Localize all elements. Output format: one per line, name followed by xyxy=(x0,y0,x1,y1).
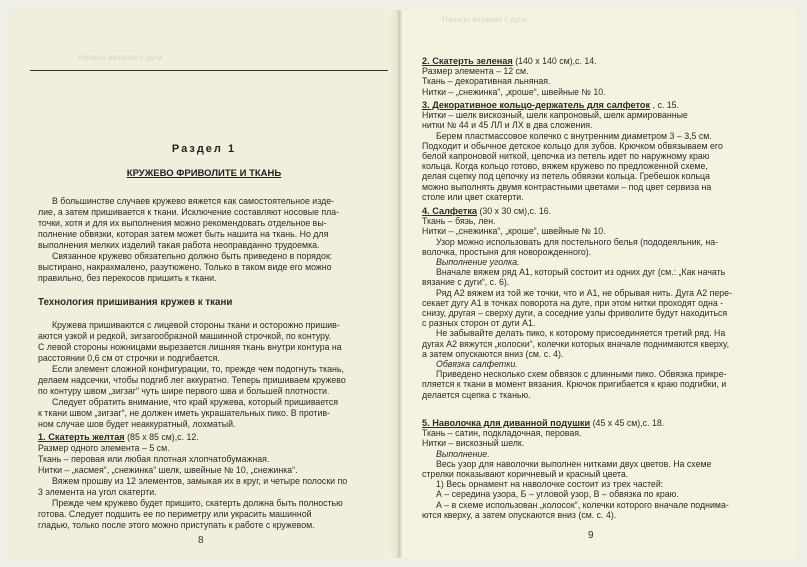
text-line: ются кверху, а затем опускаются вниз (см. с. 4). xyxy=(422,509,617,520)
text-line: С левой стороны ножницами вырезается лишняя ткань внутри контура на xyxy=(38,342,342,352)
text-line: волочка, простыня для новорожденного). xyxy=(422,246,592,257)
text-line: Если элемент сложной конфигурации, то, прежде чем подогнуть ткань, xyxy=(52,364,344,374)
text-line: снизу, другая – сверху дуги, а соседние узлы фриволите будут находиться xyxy=(422,308,728,319)
text-line: Ткань – перовая или любая плотная хлопчатобумажная. xyxy=(38,454,270,464)
text-line: Связанное кружево обязательно должно быть приведено в порядок: xyxy=(52,251,333,261)
section-title: Раздел 1 xyxy=(171,143,237,155)
text-line: к ткани швом „зигзаг“, не должен иметь украшательных пико. В против- xyxy=(38,408,330,418)
item1-block xyxy=(38,432,378,531)
text-line: правильно, без перекосов пришить к ткани. xyxy=(38,273,217,283)
text-line: дугах А2 вяжутся „колоски“, колечки которых вначале поднимаются кверху, xyxy=(422,338,730,349)
text-line: нитки № 44 и 45 ЛЛ и ЛХ в два сложения. xyxy=(422,120,593,131)
text-line: Вначале вяжем ряд А1, который состоит из одних дуг (см.: „Как начать xyxy=(436,267,726,278)
text-line: ном случае шов будет неаккуратный, лохматый. xyxy=(38,419,236,429)
text-line: 3 элемента на угол скатерти. xyxy=(38,487,157,497)
text-line: В большинстве случаев кружево вяжется как самостоятельное изде- xyxy=(52,196,335,206)
right-page xyxy=(402,10,797,558)
left-page xyxy=(8,10,400,558)
text-line: Подходит и обычное детское кольцо для зубов. Крючком обвязываем его xyxy=(422,140,723,151)
text-line: Вяжем прошву из 12 элементов, замыкая их в круг, и четыре полоски по xyxy=(52,476,348,486)
text-line: а затем опускаются вниз (см. с. 4). xyxy=(422,348,564,359)
bleed-through-text: Начало вязания с дуги xyxy=(78,53,163,62)
text-line: расстоянии 0,6 см от строчки и подгибается. xyxy=(38,353,220,363)
text-line: А – середина узора, Б – угловой узор, В – обвязка по краю. xyxy=(436,489,679,500)
text-line: выполнения мелких изделий такая работа неоправданно трудоемка. xyxy=(38,240,320,250)
text-line: Берем пластмассовое колечко с внутренним диаметром 3 – 3,5 см. xyxy=(436,130,712,141)
text-line: Нитки – „снежинка“, „кроше“, швейные № 10. xyxy=(422,226,606,237)
item4-title: 4. Салфетка xyxy=(422,206,478,216)
page-number: 8 xyxy=(198,535,204,546)
item5-title: 5. Наволочка для диванной подушки xyxy=(422,418,591,428)
method-label: Выполнение. xyxy=(436,448,490,459)
text-line: секает дугу А1 в точках поворота на дуге, при этом нитки проходят одна - xyxy=(422,297,724,308)
item1-size: (85 х 85 см),с. 12. xyxy=(127,432,199,442)
text-line: Приведено несколько схем обвязок с длинными пико. Обвязка прикре- xyxy=(436,369,727,380)
intro-paragraph xyxy=(38,196,378,284)
item1-title: 1. Скатерть желтая xyxy=(38,432,125,442)
page-number: 9 xyxy=(588,530,594,541)
text-line: Нитки – „снежинка“, „кроше“, швейные № 10. xyxy=(422,86,606,97)
header-rule xyxy=(30,70,388,71)
text-line: столе или цвет скатерти. xyxy=(422,191,524,202)
chapter-title: КРУЖЕВО ФРИВОЛИТЕ И ТКАНЬ xyxy=(126,168,282,179)
text-line: 1) Весь орнамент на наволочке состоит из трех частей: xyxy=(436,479,664,490)
item5-block xyxy=(422,418,784,520)
item3-title: 3. Декоративное кольцо-держатель для салфеток xyxy=(422,100,651,110)
text-line: вязание с дуги“, с. 6). xyxy=(422,277,510,288)
text-line: Ткань – бязь, лен. xyxy=(422,216,496,227)
text-line: Размер одного элемента – 5 см. xyxy=(38,443,170,453)
text-line: Прежде чем кружево будет пришито, скатерть должна быть полностью xyxy=(52,498,343,508)
text-line: Нитки – вискозный шелк. xyxy=(422,438,525,449)
text-line: готова. Следует подшить ее по периметру или украсить машинной xyxy=(38,509,312,519)
text-line: выстирано, накрахмалено, разутюжено. Только в таком виде его можно xyxy=(38,262,332,272)
text-line: делая сцепку под цепочку из петель обвязки кольца. Гребешок кольца xyxy=(422,171,710,182)
text-line: гладью, только после этого можно приступать к работе с кружевом. xyxy=(38,520,315,530)
text-line: по контуру швом „зигзаг“ чуть шире первого шва и большей плотности. xyxy=(38,386,330,396)
item2-size: (140 х 140 см),с. 14. xyxy=(515,56,597,66)
text-line: Размер элемента – 12 см. xyxy=(422,66,529,77)
text-line: Следует обратить внимание, что край кружева, который пришивается xyxy=(52,397,339,407)
item5-size: (45 х 45 см),с. 18. xyxy=(592,418,665,428)
bleed-through-text: Начало вязания с дуги xyxy=(442,15,527,24)
item3-block xyxy=(422,100,784,202)
tech-heading: Технология пришивания кружев к ткани xyxy=(38,297,233,308)
method-label: Обвязка салфетки. xyxy=(436,359,518,370)
text-line: Нитки – шелк вискозный, шелк капроновый, шелк армированные xyxy=(422,110,688,121)
method-label: Выполнение уголка. xyxy=(436,257,520,268)
text-line: Кружева пришиваются с лицевой стороны ткани и осторожно пришив- xyxy=(52,320,340,330)
text-line: аются узкой и редкой, зигзагообразной машинной строчкой, по контуру. xyxy=(38,331,331,341)
text-line: делаем надсечки, чтобы подгиб лег аккуратно. Теперь пришиваем кружево xyxy=(38,375,346,385)
text-line: А – в схеме использован „колосок“, колечки которого вначале поднима- xyxy=(436,499,729,510)
text-line: можно выполнять двумя контрастными цветами – под цвет сервиза на xyxy=(422,181,712,192)
item2-title: 2. Скатерть зеленая xyxy=(422,56,513,66)
text-line: с разных сторон от дуги А1. xyxy=(422,318,536,329)
text-line: Нитки – „касмея“, „снежинка“ шелк, швейные № 10, „снежинка“. xyxy=(38,465,298,475)
text-line: Ряд А2 вяжем из той же точки, что и А1, не обрывая нить. Дуга А2 пере- xyxy=(436,287,733,298)
text-line: Ткань – декоративная льняная. xyxy=(422,76,551,87)
text-line: стрелки показывают коричневый и красный цвета. xyxy=(422,469,629,480)
item2-block xyxy=(422,56,784,97)
text-line: полнение обвязки, которая затем может быть нашита на ткань. Но для xyxy=(38,229,329,239)
item4-size: (30 х 30 см),с. 16. xyxy=(479,206,552,216)
item3-page: , с. 15. xyxy=(652,100,679,110)
text-line: Весь узор для наволочки выполнен нитками двух цветов. На схеме xyxy=(436,458,712,469)
text-line: пляется к ткани в момент вязания. Крючок пригибается к краю подгибки, и xyxy=(422,379,727,390)
text-line: Не забывайте делать пико, к которому присоединяется третий ряд. На xyxy=(436,328,726,339)
text-line: Узор можно использовать для постельного белья (пододеяльник, на- xyxy=(436,236,719,247)
text-line: точки, хотя и для их выполнения можно рекомендовать отдельное вы- xyxy=(38,218,327,228)
item4-block xyxy=(422,206,784,400)
text-line: Ткань – сатин, подкладочная, перовая. xyxy=(422,428,582,439)
text-line: белой капроновой ниткой, цепочка из петель идет по наружному краю xyxy=(422,151,710,162)
text-line: лие, а затем пришивается к ткани. Исключение составляют носовые пла- xyxy=(38,207,340,217)
tech-paragraph xyxy=(38,320,378,430)
text-line: делается сцепка с тканью. xyxy=(422,389,531,400)
text-line: кольца. Когда кольцо готово, вяжем кружево по предложенной схеме, xyxy=(422,161,708,172)
